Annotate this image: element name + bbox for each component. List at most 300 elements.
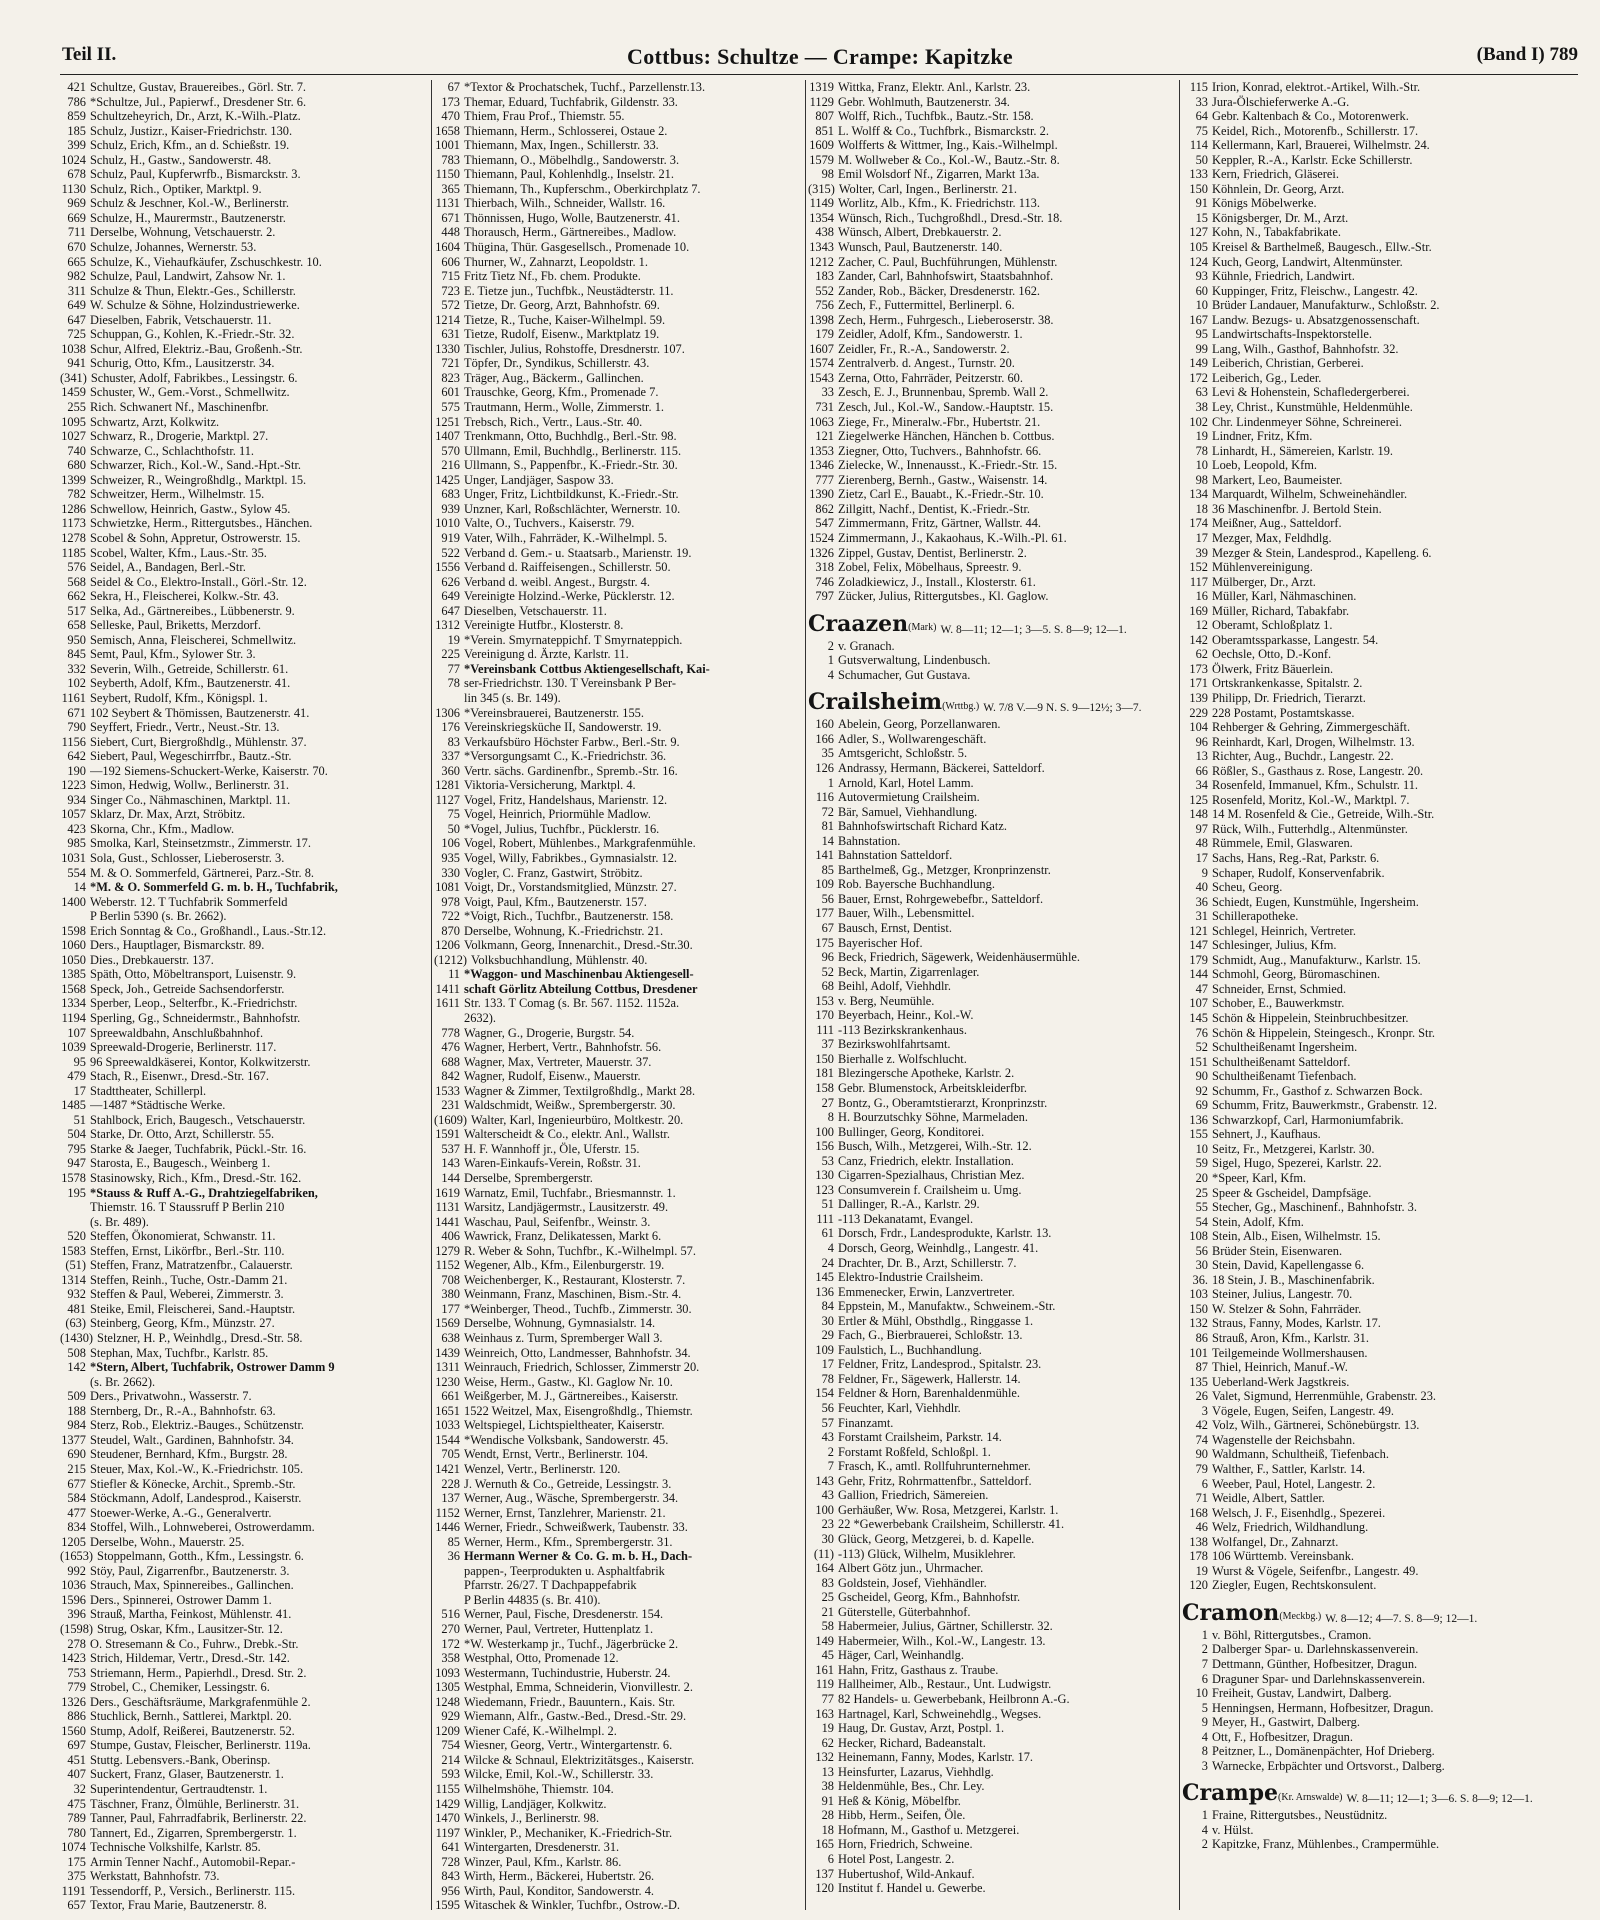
entry-text: Wolter, Carl, Ingen., Berlinerstr. 21. [838,181,1017,196]
directory-entry [60,938,430,953]
directory-entry [434,371,804,386]
directory-entry [1182,1244,1552,1259]
phone-number: 1429 [435,1796,460,1811]
directory-entry [808,639,1178,654]
phone-number: 150 [1189,1301,1208,1316]
phone-number: 6 [1201,1671,1208,1686]
phone-number: 179 [1189,952,1208,967]
directory-entry [60,1622,430,1637]
directory-entry [60,211,430,226]
directory-entry [60,706,430,721]
entry-text: Rück, Wilh., Futterhdlg., Altenmünster. [1212,821,1408,836]
directory-entry [1182,1520,1552,1535]
directory-entry [1182,458,1552,473]
entry-text: Singer Co., Nähmaschinen, Marktpl. 11. [90,792,291,807]
directory-entry [434,866,804,881]
phone-number: (341) [60,370,87,385]
directory-entry [808,1794,1178,1809]
directory-entry [60,327,430,342]
phone-number: 649 [67,298,86,313]
entry-text: Vater, Wilh., Fahrräder, K.-Wilhelmpl. 5. [464,530,668,545]
entry-text: Strobel, C., Chemiker, Lessingstr. 6. [90,1680,270,1695]
directory-entry [808,1474,1178,1489]
phone-number: 126 [815,760,834,775]
phone-number: 657 [67,1898,86,1912]
phone-number: 1081 [435,880,460,895]
directory-entry [434,1855,804,1870]
directory-entry [1182,764,1552,779]
directory-entry [808,979,1178,994]
entry-text: Thorausch, Herm., Gärtnereibes., Madlow. [464,225,677,240]
phone-number: 1001 [435,138,460,153]
phone-number: 552 [815,283,834,298]
phone-number: 38 [821,1779,834,1794]
phone-number: 74 [1195,1432,1208,1447]
phone-number: 365 [441,181,460,196]
entry-text: Gebr. Kaltenbach & Co., Motorenwerk. [1212,109,1409,124]
entry-text: Irion, Konrad, elektrot.-Artikel, Wilh.-Str. [1212,80,1421,94]
directory-entry [60,473,430,488]
entry-text: Valte, O., Tuchvers., Kaiserstr. 79. [464,516,635,531]
entry-text: Rößler, S., Gasthaus z. Rose, Langestr. 20. [1212,763,1424,778]
entry-text: Jura-Ölschieferwerke A.-G. [1212,94,1350,109]
phone-number: 934 [67,792,86,807]
phone-number: 130 [815,1168,834,1183]
directory-entry [434,1738,804,1753]
entry-text: Täschner, Franz, Ölmühle, Berlinerstr. 31. [90,1796,300,1811]
entry-text: Hofmann, M., Gasthof u. Metzgerei. [838,1822,1020,1837]
phone-number: 108 [1189,1229,1208,1244]
directory-entry [60,298,430,313]
entry-text: Bahnstation. [838,833,901,848]
directory-entry [1182,1156,1552,1171]
phone-number: 690 [67,1447,86,1462]
directory-entry [808,196,1178,211]
directory-entry [434,182,804,197]
directory-entry [60,1767,430,1782]
entry-text: Hermann Werner & Co. G. m. b. H., Dach- [464,1549,693,1564]
entry-text: Heß & König, Möbelfbr. [838,1793,961,1808]
entry-text: Schumm, Fritz, Bauwerkmstr., Grabenstr. 12. [1212,1098,1438,1113]
phone-number: 671 [67,705,86,720]
entry-text: Sola, Gust., Schlosser, Lieberoserstr. 3. [90,850,285,865]
entry-text: Dies., Drebkauerstr. 137. [90,952,214,967]
phone-number: 95 [73,1054,86,1069]
directory-entry [60,1549,430,1564]
entry-text: Vögele, Eugen, Seifen, Langestr. 49. [1212,1403,1395,1418]
directory-entry [808,1634,1178,1649]
phone-number: 318 [815,560,834,575]
entry-text: Schultheißenamt Ingersheim. [1212,1040,1358,1055]
phone-number: 30 [821,1313,834,1328]
entry-text: Wagenstelle der Reichsbahn. [1212,1432,1356,1447]
phone-number: 697 [67,1738,86,1753]
directory-entry [1182,327,1552,342]
page-title: Cottbus: Schultze — Crampe: Kapitzke [627,44,1013,69]
directory-entry [1182,1360,1552,1375]
entry-text: Trautmann, Herm., Wolle, Zimmerstr. 1. [464,400,664,415]
directory-entry [60,1477,430,1492]
phone-number: 171 [1189,676,1208,691]
phone-number: 145 [815,1270,834,1285]
entry-text: Ders., Geschäftsräume, Markgrafenmühle 2. [90,1694,311,1709]
phone-number: 16 [1195,589,1208,604]
entry-text: Steudel, Walt., Gardinen, Bahnhofstr. 34. [90,1432,294,1447]
entry-text: *Verein. Smyrnateppichf. T Smyrnateppich. [464,632,683,647]
entry-text: Schulze, H., Maurermstr., Bautzenerstr. [90,210,286,225]
directory-entry [60,1797,430,1812]
directory-entry [60,109,430,124]
directory-entry [60,1738,430,1753]
phone-number: 470 [441,109,460,124]
phone-number: 57 [821,1415,834,1430]
directory-entry [808,1357,1178,1372]
directory-entry [808,1256,1178,1271]
directory-entry [60,458,430,473]
phone-number: 27 [821,1095,834,1110]
entry-text: Werner, Paul, Fische, Dresdenerstr. 154. [464,1607,664,1622]
phone-number: 1150 [435,167,460,182]
phone-number: 181 [815,1066,834,1081]
directory-entry [60,167,430,182]
phone-number: 843 [441,1869,460,1884]
phone-number: 137 [441,1491,460,1506]
entry-text: Oberamtssparkasse, Langestr. 54. [1212,632,1379,647]
phone-number: 677 [67,1476,86,1491]
directory-entry [60,502,430,517]
entry-text: Zesch, Jul., Kol.-W., Sandow.-Hauptstr. 15. [838,400,1054,415]
entry-text: Zücker, Julius, Rittergutsbes., Kl. Gaglow. [838,589,1049,604]
phone-number: 509 [67,1389,86,1404]
entry-text: Wolfferts & Wittmer, Ing., Kais.-Wilhelmpl. [838,138,1058,153]
phone-number: 121 [815,429,834,444]
entry-text: Elektro-Industrie Crailsheim. [838,1270,984,1285]
entry-text: Selleske, Paul, Briketts, Merzdorf. [90,618,262,633]
phone-number: 9 [1201,865,1208,880]
entry-text: (s. Br. 489). [90,1214,149,1229]
entry-text: Güterstelle, Güterbahnhof. [838,1604,971,1619]
entry-text: Schultheißenamt Tiefenbach. [1212,1069,1357,1084]
phone-number: 641 [441,1840,460,1855]
entry-text: Faulstich, L., Buchhandlung. [838,1342,982,1357]
phone-number: 67 [821,920,834,935]
entry-text: Bär, Samuel, Viehhandlung. [838,804,978,819]
entry-text: Philipp, Dr. Friedrich, Tierarzt. [1212,690,1366,705]
phone-number: 17 [73,1083,86,1098]
directory-entry [60,1127,430,1142]
phone-number: 148 [1189,807,1208,822]
directory-entry [808,1212,1178,1227]
phone-number: 123 [815,1182,834,1197]
directory-entry [60,1869,430,1884]
phone-number: 161 [815,1662,834,1677]
directory-entry [434,1709,804,1724]
directory-entry [60,807,430,822]
phone-number: 1326 [61,1694,86,1709]
phone-number: 87 [1195,1360,1208,1375]
directory-entry [434,1026,804,1041]
directory-entry [1182,1744,1552,1759]
entry-text: Witaschek & Winkler, Tuchfbr., Ostrow.-D. [464,1898,681,1912]
directory-entry [434,1564,804,1579]
entry-text: Glück, Georg, Metzgerei, b. d. Kapelle. [838,1531,1035,1546]
phone-number: 19 [447,632,460,647]
entry-text: Thiel, Heinrich, Manuf.-W. [1212,1360,1348,1375]
entry-text: Wagner & Zimmer, Textilgroßhdlg., Markt 28. [464,1083,696,1098]
phone-number: 63 [1195,385,1208,400]
directory-entry [434,691,804,706]
entry-text: Wilcke & Schnaul, Elektrizitätsges., Kaiserstr. [464,1752,695,1767]
phone-number: 59 [1195,1156,1208,1171]
entry-text: Wolff, Rich., Tuchfbk., Bautz.-Str. 158. [838,109,1034,124]
entry-text: (s. Br. 2662). [90,1374,156,1389]
phone-number: 177 [441,1301,460,1316]
phone-number: 33 [1195,94,1208,109]
entry-text: v. Granach. [838,638,895,653]
entry-text: Marquardt, Wilhelm, Schweinehändler. [1212,487,1408,502]
phone-number: 1377 [61,1432,86,1447]
phone-number: 1129 [809,94,834,109]
directory-entry [434,1840,804,1855]
entry-text: Speer & Gscheidel, Dampfsäge. [1212,1185,1372,1200]
directory-entry [808,1066,1178,1081]
phone-number: 638 [441,1331,460,1346]
directory-entry [1182,1657,1552,1672]
phone-number: 37 [821,1037,834,1052]
entry-text: Technische Volkshilfe, Karlstr. 85. [90,1840,261,1855]
phone-number: 12 [1195,618,1208,633]
entry-text: Arnold, Karl, Hotel Lamm. [838,775,974,790]
entry-text: Walther, F., Sattler, Karlstr. 14. [1212,1461,1366,1476]
directory-entry [434,167,804,182]
phone-number: 169 [1189,603,1208,618]
directory-entry [434,1098,804,1113]
directory-entry [1182,836,1552,851]
place-region: (Wrttbg.) [942,700,980,712]
entry-text: Zietz, Carl E., Bauabt., K.-Friedr.-Str. 10. [838,487,1044,502]
phone-number: 1343 [809,240,834,255]
directory-entry [808,877,1178,892]
directory-entry [1182,95,1552,110]
directory-entry [1182,255,1552,270]
entry-text: Bahnhofswirtschaft Richard Katz. [838,819,1007,834]
phone-number: 568 [67,574,86,589]
phone-number: 173 [441,94,460,109]
phone-number: 1278 [61,530,86,545]
phone-number: 142 [1189,632,1208,647]
directory-entry [1182,1346,1552,1361]
directory-entry [808,284,1178,299]
directory-entry [434,1869,804,1884]
directory-entry [434,1884,804,1899]
entry-text: 14 M. Rosenfeld & Cie., Getreide, Wilh.-Str. [1212,807,1435,822]
phone-number: 177 [815,906,834,921]
directory-entry [808,182,1178,197]
directory-entry [808,1154,1178,1169]
phone-number: 522 [441,545,460,560]
entry-text: Viktoria-Versicherung, Marktpl. 4. [464,778,636,793]
directory-entry [434,1447,804,1462]
entry-text: Beyerbach, Heinr., Kol.-W. [838,1008,974,1023]
entry-text: Drachter, Dr. B., Arzt, Schillerstr. 7. [838,1255,1017,1270]
phone-number: 1470 [435,1811,460,1826]
entry-text: Wawrick, Franz, Delikatessen, Markt 6. [464,1229,662,1244]
entry-text: Unger, Fritz, Lichtbildkunst, K.-Friedr.-Str. [464,487,679,502]
entry-text: Sternberg, Dr., R.-A., Bahnhofstr. 63. [90,1403,276,1418]
directory-entry [808,211,1178,226]
phone-number: 1155 [435,1781,460,1796]
phone-number: 421 [67,80,86,94]
phone-number: 631 [441,327,460,342]
phone-number: 1595 [435,1898,460,1912]
directory-entry [60,1186,430,1201]
directory-entry [1182,298,1552,313]
directory-entry [60,1782,430,1797]
directory-entry [1182,284,1552,299]
entry-text: v. Hülst. [1212,1822,1254,1837]
directory-entry [808,950,1178,965]
entry-text: Weinmann, Franz, Maschinen, Bism.-Str. 4. [464,1287,682,1302]
entry-text: Erich Sonntag & Co., Großhandl., Laus.-Str.12. [90,923,327,938]
directory-entry [434,1156,804,1171]
phone-number: 10 [1195,458,1208,473]
directory-entry [808,1037,1178,1052]
directory-entry [1182,1200,1552,1215]
phone-number: 147 [1189,938,1208,953]
directory-entry [1182,211,1552,226]
entry-text: Weißgerber, M. J., Gärtnereibes., Kaiserstr. [464,1389,679,1404]
entry-text: Zander, Carl, Bahnhofswirt, Staatsbahnhof. [838,269,1054,284]
directory-entry [60,1855,430,1870]
entry-text: Kern, Friedrich, Gläserei. [1212,167,1339,182]
phone-number: 176 [441,720,460,735]
entry-text: Schumacher, Gut Gustava. [838,667,971,682]
phone-number: 1306 [435,705,460,720]
directory-entry [60,778,430,793]
directory-entry [60,1375,430,1390]
entry-text: Sigel, Hugo, Spezerei, Karlstr. 22. [1212,1156,1382,1171]
phone-number: 7 [1201,1656,1208,1671]
entry-text: Leiberich, Christian, Gerberei. [1212,356,1364,371]
phone-number: 163 [815,1706,834,1721]
entry-text: Ders., Privatwohn., Wasserstr. 7. [90,1389,252,1404]
directory-entry [808,589,1178,604]
entry-text: Vereinigung d. Ärzte, Karlstr. 11. [464,647,629,662]
directory-entry [808,936,1178,951]
directory-entry [1182,1715,1552,1730]
directory-entry [1182,647,1552,662]
directory-entry [60,880,430,895]
directory-entry [808,994,1178,1009]
phone-number: 1353 [809,443,834,458]
phone-number: 919 [441,530,460,545]
phone-number: 56 [1195,1243,1208,1258]
phone-number: 658 [67,618,86,633]
directory-entry [60,1200,430,1215]
directory-entry [60,240,430,255]
entry-text: ser-Friedrichstr. 130. T Vereinsbank P Ber- [464,676,677,691]
directory-entry [1182,138,1552,153]
directory-entry [60,1447,430,1462]
phone-number: 151 [1189,1054,1208,1069]
phone-number: 170 [815,1008,834,1023]
phone-number: 278 [67,1636,86,1651]
entry-text: Ullmann, S., Pappenfbr., K.-Friedr.-Str. 30. [464,458,678,473]
entry-text: R. Weber & Sohn, Tuchfbr., K.-Wilhelmpl. 57. [464,1243,696,1258]
phone-number: 17 [1195,530,1208,545]
entry-text: Skorna, Chr., Kfm., Madlow. [90,821,235,836]
directory-entry [808,531,1178,546]
entry-text: Rich. Schwanert Nf., Maschinenfbr. [90,400,269,415]
phone-number: 85 [821,862,834,877]
entry-text: Zobel, Felix, Möbelhaus, Spreestr. 9. [838,560,1022,575]
directory-entry [60,255,430,270]
entry-text: Feldner, Fr., Sägewerk, Hallerstr. 14. [838,1371,1021,1386]
phone-number: 969 [67,196,86,211]
phone-number: 1446 [435,1520,460,1535]
directory-entry [1182,225,1552,240]
phone-number: 55 [1195,1200,1208,1215]
phone-number: 58 [821,1619,834,1634]
directory-entry [60,1462,430,1477]
directory-entry [60,1258,430,1273]
phone-number: 984 [67,1418,86,1433]
directory-entry [1182,415,1552,430]
phone-number: 31 [1195,909,1208,924]
phone-number: 86 [1195,1331,1208,1346]
entry-text: Weise, Herm., Gastw., Kl. Gaglow Nr. 10. [464,1374,673,1389]
entry-text: Zerna, Otto, Fahrräder, Peitzerstr. 60. [838,370,1023,385]
phone-number: 270 [441,1621,460,1636]
entry-text: 18 Stein, J. B., Maschinenfabrik. [1212,1272,1375,1287]
directory-entry [1182,1672,1552,1687]
entry-text: Ders., Spinnerei, Ostrower Damm 1. [90,1592,272,1607]
entry-text: Sterz, Rob., Elektriz.-Bauges., Schützenstr. [90,1418,305,1433]
entry-text: Ölwerk, Fritz Bäuerlein. [1212,661,1334,676]
phone-number: 711 [67,225,86,240]
phone-number: 20 [1195,1171,1208,1186]
phone-number: 1281 [435,778,460,793]
phone-number: 76 [1195,1025,1208,1040]
entry-text: Stoffel, Wilh., Lohnweberei, Ostrowerdamm. [90,1520,315,1535]
phone-number: 842 [441,1069,460,1084]
entry-text: Waldmann, Schultheiß, Tiefenbach. [1212,1447,1389,1462]
entry-text: Kuppinger, Fritz, Fleischw., Langestr. 42. [1212,283,1418,298]
directory-entry [808,560,1178,575]
entry-text: Finanzamt. [838,1415,894,1430]
directory-entry [808,1197,1178,1212]
phone-number: 1286 [61,501,86,516]
phone-number: 25 [1195,1185,1208,1200]
entry-text: v. Berg, Neumühle. [838,993,935,1008]
entry-text: P Berlin 5390 (s. Br. 2662). [90,909,227,924]
directory-entry [434,196,804,211]
phone-number: 51 [73,1112,86,1127]
phone-number: 851 [815,123,834,138]
directory-entry [434,269,804,284]
entry-text: Peitzner, L., Domänenpächter, Hof Drieberg. [1212,1744,1435,1759]
entry-text: Tannert, Ed., Zigarren, Sprembergerstr. 1. [90,1825,297,1840]
phone-number: 43 [821,1430,834,1445]
phone-number: 1 [827,775,834,790]
entry-text: Steffen, Ernst, Likörfbr., Berl.-Str. 110. [90,1243,285,1258]
entry-text: Schultzeheyrich, Dr., Arzt, K.-Wilh.-Platz. [90,109,301,124]
directory-entry [60,1607,430,1622]
directory-entry [434,676,804,691]
entry-text: Siebert, Paul, Wegeschirrfbr., Bautz.-Str. [90,749,292,764]
phone-number: 188 [67,1403,86,1418]
phone-number: 1152 [435,1505,460,1520]
